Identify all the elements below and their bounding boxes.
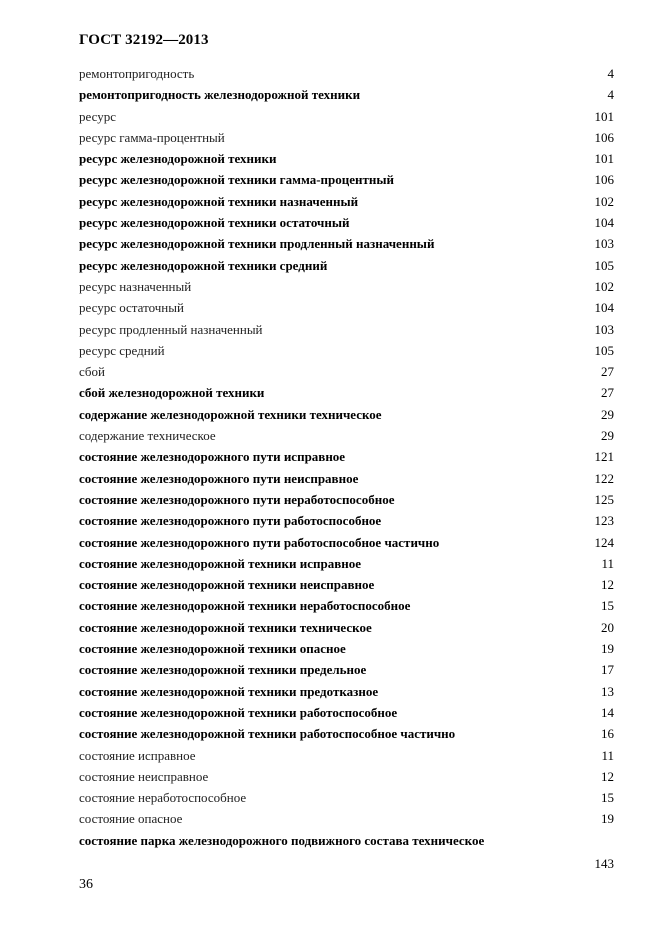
index-term: состояние исправное bbox=[79, 747, 196, 763]
index-entry bbox=[79, 106, 614, 127]
index-entry bbox=[79, 766, 614, 787]
index-page-ref: 4 bbox=[607, 66, 614, 81]
index-entry bbox=[79, 553, 614, 574]
index-entry bbox=[79, 63, 614, 84]
index-page-ref: 101 bbox=[594, 108, 614, 124]
index-term: ресурс железнодорожной техники остаточный bbox=[79, 215, 350, 231]
index-term: ресурс назначенный bbox=[79, 278, 192, 294]
index-term: сбой железнодорожной техники bbox=[79, 385, 265, 401]
alphabetical-index bbox=[79, 63, 614, 871]
index-entry bbox=[79, 297, 614, 318]
index-entry bbox=[79, 638, 614, 659]
index-term: состояние железнодорожной техники предотказное bbox=[79, 683, 379, 699]
index-page-ref: 20 bbox=[601, 619, 614, 635]
index-page-ref: 121 bbox=[594, 449, 614, 465]
index-term: состояние железнодорожного пути работоспособное частично bbox=[79, 534, 440, 550]
index-term: ресурс продленный назначенный bbox=[79, 321, 263, 337]
index-entry bbox=[79, 169, 614, 190]
index-term: состояние железнодорожного пути исправное bbox=[79, 449, 346, 465]
index-page-ref: 11 bbox=[601, 555, 614, 571]
index-entry bbox=[79, 148, 614, 169]
index-entry bbox=[79, 127, 614, 148]
index-term: содержание техническое bbox=[79, 428, 216, 444]
index-entry bbox=[79, 276, 614, 297]
index-page-ref: 105 bbox=[594, 342, 614, 358]
index-entry bbox=[79, 617, 614, 638]
index-page-ref: 29 bbox=[601, 406, 614, 422]
index-page-ref: 19 bbox=[601, 641, 614, 657]
index-page-ref: 103 bbox=[594, 236, 614, 252]
index-entry bbox=[79, 723, 614, 744]
index-entry bbox=[79, 84, 614, 105]
index-entry bbox=[79, 212, 614, 233]
index-entry bbox=[79, 489, 614, 510]
index-page-ref: 27 bbox=[601, 364, 614, 380]
index-term: состояние железнодорожного пути работоспособное bbox=[79, 513, 382, 529]
index-term: ресурс железнодорожной техники гамма-процентный bbox=[79, 172, 395, 188]
index-entry bbox=[79, 404, 614, 425]
index-term: состояние железнодорожной техники неработоспособное bbox=[79, 598, 411, 614]
index-entry bbox=[79, 808, 614, 829]
index-term: ресурс железнодорожной техники назначенный bbox=[79, 193, 359, 209]
index-page-ref: 104 bbox=[594, 215, 614, 231]
index-page-ref: 106 bbox=[594, 172, 614, 188]
index-page-ref: 123 bbox=[594, 513, 614, 529]
index-page-ref: 4 bbox=[607, 87, 614, 103]
index-term: ресурс гамма-процентный bbox=[79, 129, 225, 145]
index-entry bbox=[79, 532, 614, 553]
index-term: состояние опасное bbox=[79, 811, 183, 827]
index-term: состояние железнодорожной техники опасное bbox=[79, 641, 346, 657]
index-page-ref: 105 bbox=[594, 257, 614, 273]
index-entry bbox=[79, 319, 614, 340]
index-page-ref: 124 bbox=[594, 534, 614, 550]
index-term: ремонтопригодность bbox=[79, 66, 195, 81]
index-entry bbox=[79, 191, 614, 212]
index-page-ref: 102 bbox=[594, 278, 614, 294]
index-page-ref: 15 bbox=[601, 790, 614, 806]
index-page-ref: 16 bbox=[601, 726, 614, 742]
index-term: ресурс железнодорожной техники продленный назначенный bbox=[79, 236, 435, 252]
index-entry bbox=[79, 595, 614, 616]
index-entry bbox=[79, 468, 614, 489]
index-term: состояние железнодорожной техники техническое bbox=[79, 619, 372, 635]
index-term: ресурс остаточный bbox=[79, 300, 184, 316]
index-term: состояние железнодорожной техники предельное bbox=[79, 662, 367, 678]
index-term: ресурс bbox=[79, 108, 116, 124]
index-term: ресурс железнодорожной техники средний bbox=[79, 257, 328, 273]
index-page-ref: 17 bbox=[601, 662, 614, 678]
index-page-ref: 14 bbox=[601, 704, 614, 720]
index-term: состояние парка железнодорожного подвижного состава техническое bbox=[79, 832, 485, 848]
index-page-ref: 125 bbox=[594, 491, 614, 507]
index-term: состояние железнодорожной техники работоспособное bbox=[79, 704, 398, 720]
page-number: 36 bbox=[79, 877, 93, 892]
index-entry bbox=[79, 681, 614, 702]
index-term: сбой bbox=[79, 364, 105, 380]
index-entry bbox=[79, 510, 614, 531]
index-page-ref: 12 bbox=[601, 577, 614, 593]
index-entry bbox=[79, 745, 614, 766]
index-term: ремонтопригодность железнодорожной техники bbox=[79, 87, 361, 103]
index-term: состояние железнодорожной техники неисправное bbox=[79, 577, 375, 593]
index-term: состояние неисправное bbox=[79, 768, 209, 784]
index-page-ref: 13 bbox=[601, 683, 614, 699]
document-header: ГОСТ 32192—2013 bbox=[79, 32, 209, 48]
index-entry bbox=[79, 702, 614, 723]
index-page-ref: 12 bbox=[601, 768, 614, 784]
index-term: состояние железнодорожного пути неработоспособное bbox=[79, 491, 395, 507]
index-term: состояние неработоспособное bbox=[79, 790, 247, 806]
index-page-ref: 27 bbox=[601, 385, 614, 401]
index-page-ref: 29 bbox=[601, 428, 614, 444]
index-page-ref: 19 bbox=[601, 811, 614, 827]
index-entry bbox=[79, 382, 614, 403]
index-term: состояние железнодорожной техники исправное bbox=[79, 555, 361, 571]
index-entry bbox=[79, 340, 614, 361]
index-entry bbox=[79, 659, 614, 680]
index-entry bbox=[79, 446, 614, 467]
index-page-ref: 103 bbox=[594, 321, 614, 337]
index-page-ref: 102 bbox=[594, 193, 614, 209]
index-entry bbox=[79, 425, 614, 446]
index-page-ref: 15 bbox=[601, 598, 614, 614]
index-term: состояние железнодорожной техники работоспособное частично bbox=[79, 726, 456, 742]
index-entry bbox=[79, 361, 614, 382]
index-term: содержание железнодорожной техники техническое bbox=[79, 406, 382, 422]
index-entry bbox=[79, 255, 614, 276]
index-page-ref: 101 bbox=[594, 151, 614, 167]
index-page-ref: 106 bbox=[594, 129, 614, 145]
index-page-ref: 143 bbox=[594, 855, 614, 871]
index-entry bbox=[79, 574, 614, 595]
index-page-ref: 104 bbox=[594, 300, 614, 316]
index-entry bbox=[79, 830, 614, 871]
index-page-ref: 11 bbox=[601, 747, 614, 763]
index-term: ресурс средний bbox=[79, 342, 165, 358]
index-term: состояние железнодорожного пути неисправное bbox=[79, 470, 359, 486]
index-term: ресурс железнодорожной техники bbox=[79, 151, 277, 167]
index-page-ref: 122 bbox=[594, 470, 614, 486]
index-entry bbox=[79, 233, 614, 254]
index-entry bbox=[79, 787, 614, 808]
